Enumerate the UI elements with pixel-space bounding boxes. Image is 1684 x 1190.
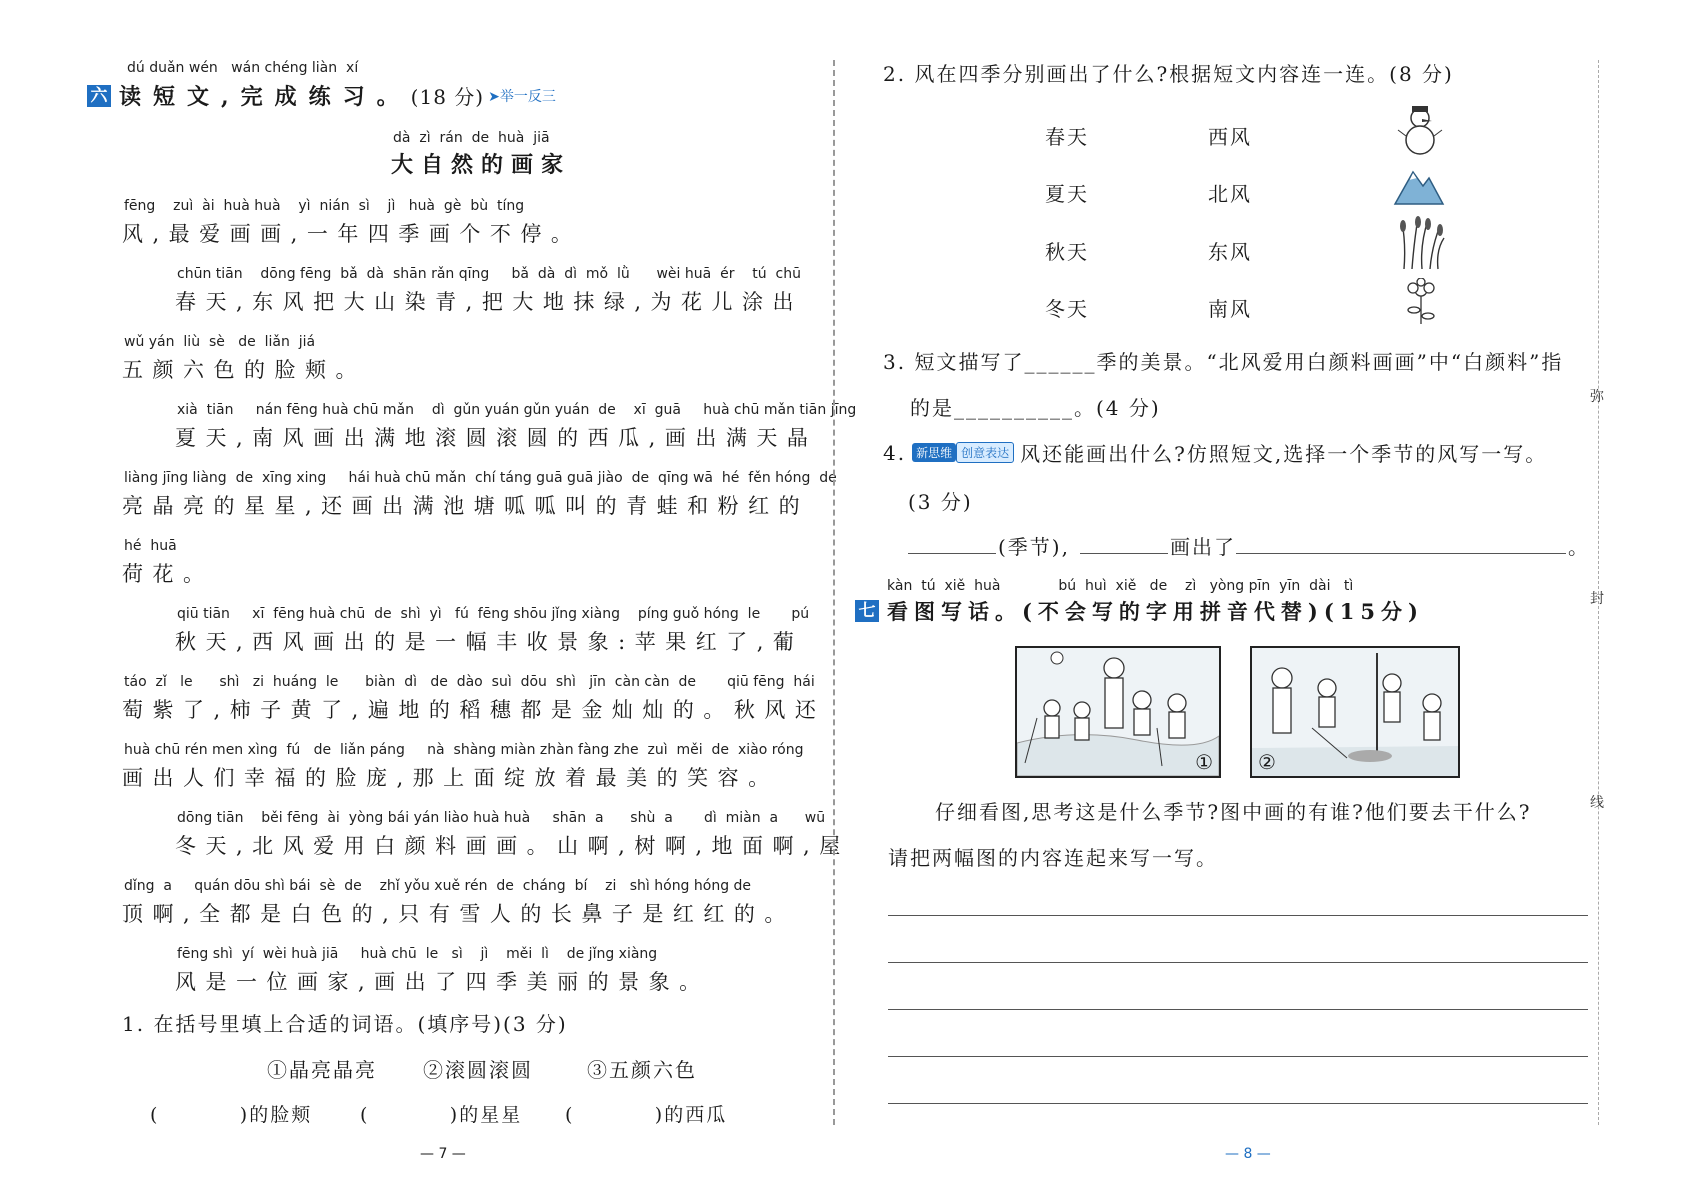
picture-2-label: ② [1258,750,1276,774]
article-line-text: 亮晶亮的星星,还画出满池塘呱呱叫的青蛙和粉红的 [122,494,810,518]
q1-blank-2[interactable]: ( )的星星 [360,1104,523,1126]
side-word-1: 弥 [1590,389,1604,405]
article-line-text: 五颜六色的脸颊。 [122,358,366,382]
q4-score: (3 分) [908,490,973,514]
section7-title: 看图写话。(不会写的字用拼音代替)(15分) [887,599,1424,624]
snowman-picture [1396,104,1444,156]
article-line-pinyin: dǐng a quán dōu shì bái sè de zhǐ yǒu xuě rén de cháng bí zi shì hóng hóng de [124,878,752,894]
side-word-3: 线 [1590,795,1604,811]
q4-fill-a: (季节), [998,535,1070,559]
article-line-pinyin: wǔ yán liù sè de liǎn jiá [124,334,316,350]
side-word-2: 封 [1590,591,1604,607]
q2-season-3: 秋天 [1045,240,1089,264]
article-line-text: 画出人们幸福的脸庞,那上面绽放着最美的笑容。 [122,766,779,790]
writing-line[interactable] [888,915,1588,916]
article-line-text: 秋天,西风画出的是一幅丰收景象:苹果红了,葡 [175,630,804,654]
q2-wind-2: 北风 [1208,182,1252,206]
article-line-pinyin: liàng jīng liàng de xīng xing hái huà chū mǎn chí táng guā guā jiào de qīng wā hé fěn hóng de [124,470,837,486]
article-line-text: 风是一位画家,画出了四季美丽的景象。 [175,970,710,994]
article-line-text: 风,最爱画画,一年四季画个不停。 [122,222,582,246]
q2-wind-4: 南风 [1208,297,1252,321]
article-line-pinyin: huà chū rén men xìng fú de liǎn páng nà shàng miàn zhàn fàng zhe zuì měi de xiào róng [124,742,804,758]
section6-score: (18 分) [410,85,485,109]
q4-pill-creative: 创意表达 [956,442,1014,463]
writing-line[interactable] [888,962,1588,963]
writing-line[interactable] [888,1009,1588,1010]
article-line-pinyin: táo zǐ le shì zi huáng le biàn dì de dào suì dōu shì jīn càn càn de qiū fēng hái [124,674,815,690]
q1-stem: 1. 在括号里填上合适的词语。(填序号)(3 分) [122,1012,568,1036]
page-number-right: — 8 — [1225,1146,1271,1162]
article-line-pinyin: hé huā [124,538,177,554]
writing-line[interactable] [888,1056,1588,1057]
picture-1-label: ① [1195,750,1213,774]
q4-number: 4. [883,440,907,465]
scene-picture-1 [1015,646,1221,778]
q4-fill-b: 画出了 [1170,535,1236,559]
section7-prompt-2: 请把两幅图的内容连起来写一写。 [888,846,1218,870]
article-line-pinyin: fēng shì yí wèi huà jiā huà chū le sì jì měi lì de jǐng xiàng [177,946,658,962]
article-line-text: 顶啊,全都是白色的,只有雪人的长鼻子是红红的。 [122,902,795,926]
mountain-picture [1393,166,1445,206]
article-line-text: 荷花。 [122,562,214,586]
q4-season-blank[interactable] [908,553,996,554]
q1-blank-1[interactable]: ( )的脸颊 [150,1104,313,1126]
q2-season-4: 冬天 [1045,297,1089,321]
q2-season-2: 夏天 [1045,182,1089,206]
section7-prompt-1: 仔细看图,思考这是什么季节?图中画的有谁?他们要去干什么? [935,800,1532,824]
section6-tag: ➤举一反三 [488,88,556,105]
section6-pinyin: dú duǎn wén wán chéng liàn xí [127,60,359,76]
section7-header [855,596,1424,626]
article-line-text: 萄紫了,柿子黄了,遍地的稻穗都是金灿灿的。秋风还 [122,698,826,722]
article-title: 大自然的画家 [391,152,572,178]
article-line-text: 春天,东风把大山染青,把大地抹绿,为花儿涂出 [175,290,804,314]
q3-line2: 的是__________。(4 分) [910,396,1161,420]
section7-badge: 七 [855,600,879,622]
article-line-pinyin: chūn tiān dōng fēng bǎ dà shān rǎn qīng bǎ dà dì mǒ lǜ wèi huā ér tú chū [177,266,801,282]
q4-text: 风还能画出什么?仿照短文,选择一个季节的风写一写。 [1020,442,1548,466]
article-line-pinyin: xià tiān nán fēng huà chū mǎn dì gǔn yuán gǔn yuán de xī guā huà chū mǎn tiān jīng [177,402,857,418]
q4-content-blank[interactable] [1236,553,1566,554]
section6-badge: 六 [87,85,111,107]
q2-stem: 2. 风在四季分别画出了什么?根据短文内容连一连。(8 分) [883,62,1454,86]
q1-option-2: ②滚圆滚圆 [423,1058,533,1082]
q3-line1: 3. 短文描写了______季的美景。“北风爱用白颜料画画”中“白颜料”指 [883,350,1564,374]
q4-pill-new-thinking: 新思维 [912,443,956,462]
article-line-pinyin: fēng zuì ài huà huà yì nián sì jì huà gè bù tíng [124,198,525,214]
q1-option-1: ①晶亮晶亮 [267,1058,377,1082]
scene-picture-2 [1250,646,1460,778]
planting-scene-2-illustration [1252,648,1458,776]
q4-wind-blank[interactable] [1080,553,1168,554]
page-divider [833,60,835,1125]
rice-picture [1396,214,1446,270]
article-title-pinyin: dà zì rán de huà jiā [393,130,550,146]
section6-header [87,80,556,111]
flower-picture [1400,278,1442,326]
page-number-left: — 7 — [420,1146,466,1162]
article-line-text: 冬天,北风爱用白颜料画画。山啊,树啊,地面啊,屋 [175,834,850,858]
article-line-pinyin: qiū tiān xī fēng huà chū de shì yì fú fēng shōu jǐng xiàng píng guǒ hóng le pú [177,606,810,622]
article-line-pinyin: dōng tiān běi fēng ài yòng bái yán liào huà huà shān a shù a dì miàn a wū [177,810,826,826]
article-line-text: 夏天,南风画出满地滚圆滚圆的西瓜,画出满天晶 [175,426,818,450]
section6-title: 读短文,完成练习。 [119,84,411,110]
q2-wind-3: 东风 [1208,240,1252,264]
q2-wind-1: 西风 [1208,125,1252,149]
q2-season-1: 春天 [1045,125,1089,149]
writing-line[interactable] [888,1103,1588,1104]
q4-row [883,438,1547,467]
q1-option-3: ③五颜六色 [587,1058,697,1082]
planting-scene-1-illustration [1017,648,1219,776]
q1-blank-3[interactable]: ( )的西瓜 [565,1104,728,1126]
section7-pinyin: kàn tú xiě huà bú huì xiě de zì yòng pīn yīn dài tì [887,578,1354,594]
q4-end: 。 [1568,535,1590,559]
